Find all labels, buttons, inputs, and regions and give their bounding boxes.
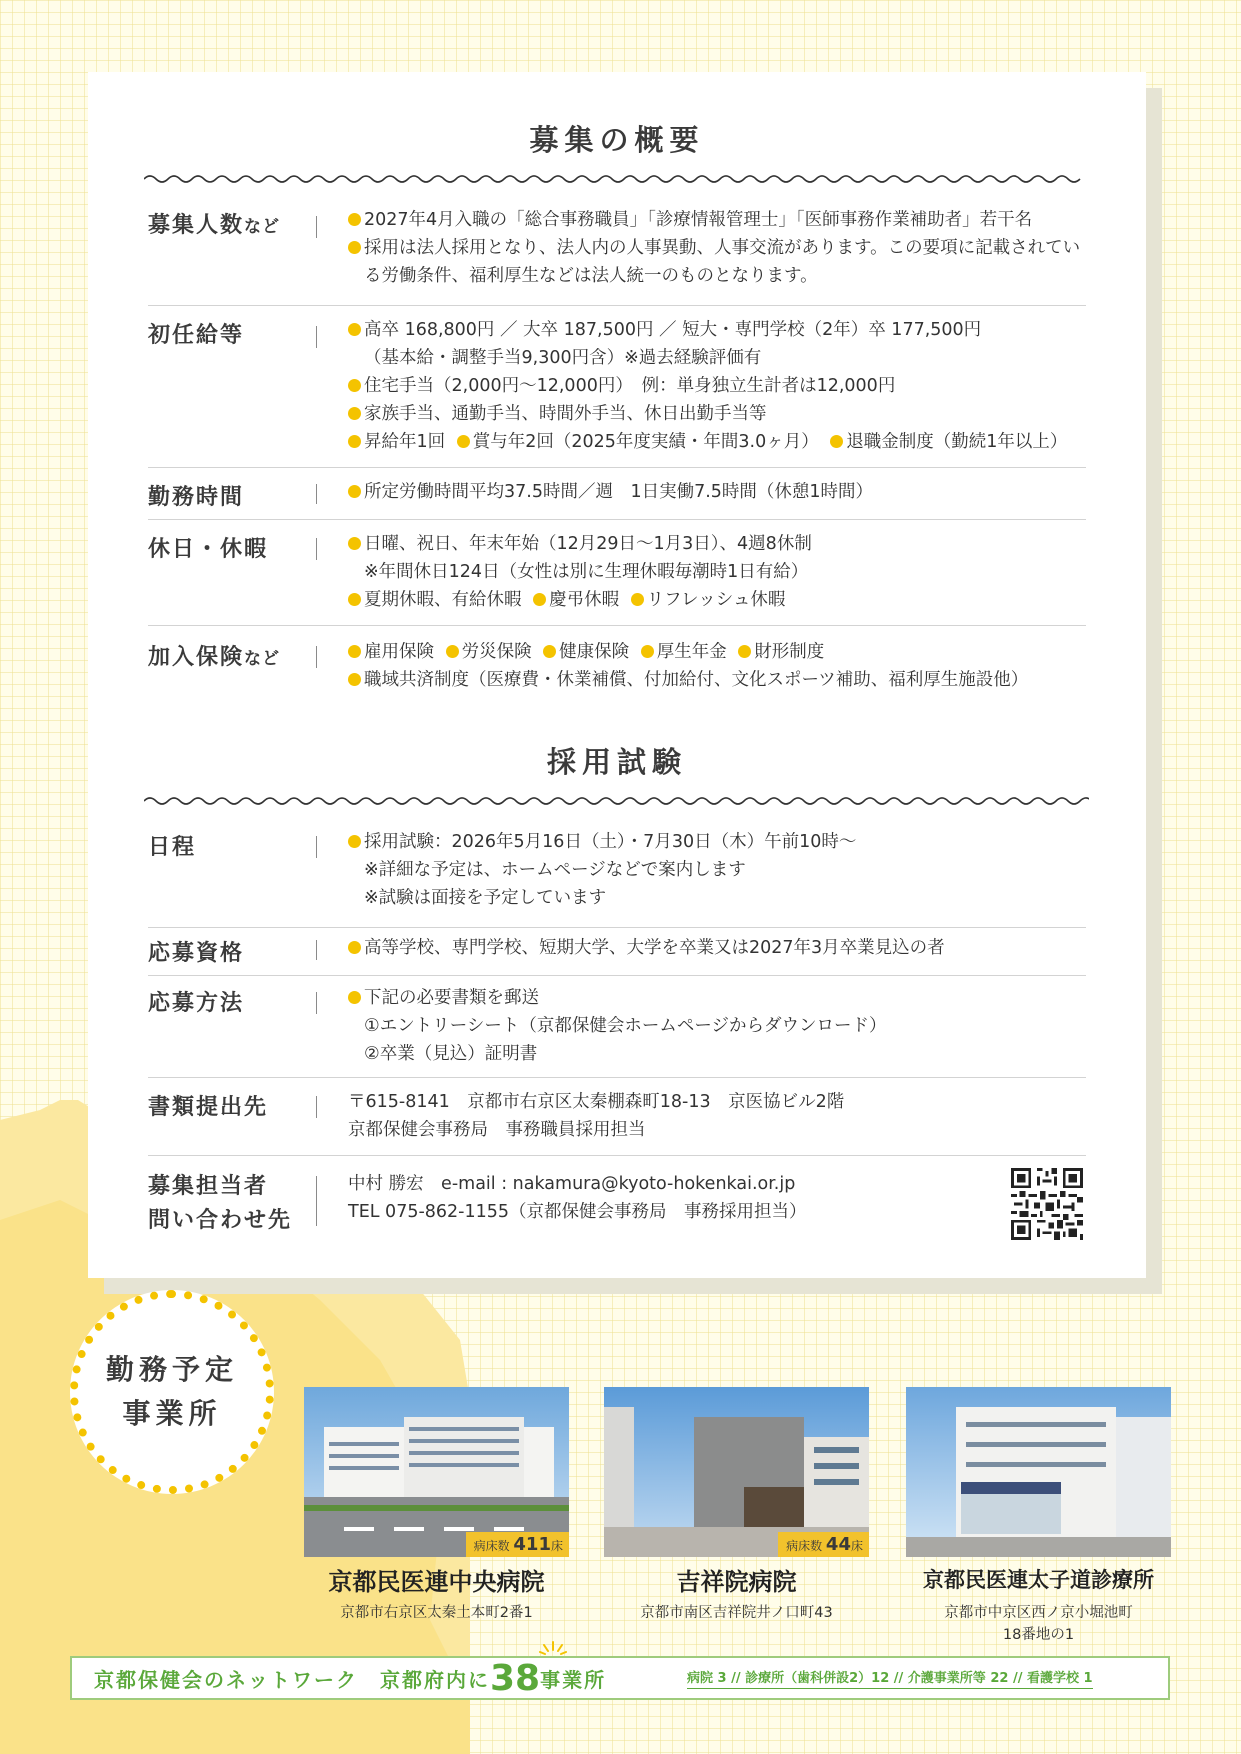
- bed-count-badge: 病床数 44床: [778, 1532, 869, 1557]
- separator: [316, 1096, 317, 1118]
- row-label: 初任給等: [148, 323, 245, 348]
- recruit-exam-title: 採用試験: [546, 745, 687, 779]
- row-label: 応募方法: [148, 991, 245, 1016]
- bullet-dot: [457, 435, 470, 448]
- row-holidays: 休日・休暇 日曜、祝日、年末年始（12月29日～1月3日）、4週8休制 ※年間休日124日（女性は別に生理休暇毎潮時1日有給） 夏期休暇、有給休暇 慶弔休暇 リフレッシュ休暇: [148, 530, 1086, 626]
- row-label: 応募資格: [148, 941, 245, 966]
- separator: [316, 1176, 317, 1226]
- bullet-dot: [348, 379, 361, 392]
- bullet-dot: [348, 323, 361, 336]
- row-insurance: 加入保険など 雇用保険 労災保険 健康保険 厚生年金 財形制度 職域共済制度（医療費・休業補償、付加給付、文化スポーツ補助、福利厚生施設他）: [148, 642, 1029, 690]
- facility-name: 京都民医連中央病院: [328, 1568, 545, 1596]
- row-submission-address: 書類提出先 〒615-8141 京都市右京区太秦棚森町18-13 京医協ビル2階 京都保健会事務局 事務職員採用担当: [148, 1088, 1086, 1156]
- separator: [316, 216, 317, 238]
- bullet-dot: [348, 537, 361, 550]
- bullet-dot: [631, 593, 644, 606]
- bullet-dot: [641, 645, 654, 658]
- separator: [316, 538, 317, 560]
- row-label: 休日・休暇: [148, 537, 269, 562]
- row-label: 募集担当者 問い合わせ先: [148, 1174, 293, 1233]
- separator: [316, 484, 317, 504]
- bullet-dot: [533, 593, 546, 606]
- network-details: 病院 3 // 診療所（歯科併設2）12 // 介護事業所等 22 // 看護学校 1: [687, 1669, 1093, 1689]
- bullet-dot: [348, 835, 361, 848]
- wavy-divider: [144, 172, 1089, 186]
- facility-photo-kisshoin-hospital: [604, 1387, 869, 1557]
- separator: [316, 836, 317, 858]
- row-working-hours: 勤務時間 所定労働時間平均37.5時間／週 1日実働7.5時間（休憩1時間）: [148, 478, 1086, 520]
- bullet-dot: [348, 241, 361, 254]
- row-label: 募集人数など: [148, 213, 281, 238]
- bullet-dot: [830, 435, 843, 448]
- row-label: 加入保険など: [148, 645, 281, 670]
- bullet-dot: [446, 645, 459, 658]
- row-eligibility: 応募資格 高等学校、専門学校、短期大学、大学を卒業又は2027年3月卒業見込の者: [148, 934, 1086, 976]
- row-label: 書類提出先: [148, 1095, 269, 1120]
- separator: [316, 940, 317, 960]
- facility-photo-central-hospital: [304, 1387, 569, 1557]
- row-recruit-count: 募集人数など 2027年4月入職の「総合事務職員」「診療情報管理士」「医師事務作業補助者」若干名 採用は法人採用となり、法人内の人事異動、人事交流があります。この要項に記載されてい る労働条件、福利厚生などは法人統一のものとなります。: [148, 206, 1086, 306]
- bullet-dot: [348, 213, 361, 226]
- facility-photo-taishimichi-clinic: [906, 1387, 1171, 1557]
- bullet-dot: [348, 673, 361, 686]
- row-label: 勤務時間: [148, 485, 245, 510]
- facility-name: 京都民医連太子道診療所: [923, 1568, 1154, 1592]
- row-contact: 募集担当者 問い合わせ先 中村 勝宏 e-mail : nakamura@kyoto-hokenkai.or.jp TEL 075-862-1155（京都保健会事務局 事務採用担当）: [148, 1166, 1086, 1246]
- network-summary: 京都保健会のネットワーク 京都府内に38事業所: [94, 1658, 607, 1699]
- bullet-dot: [348, 645, 361, 658]
- recruitment-panel: [88, 72, 1146, 1278]
- facility-address: 京都市右京区太秦土本町2番1: [340, 1605, 533, 1621]
- separator: [316, 992, 317, 1014]
- separator: [316, 646, 317, 668]
- facility-name: 吉祥院病院: [676, 1568, 797, 1596]
- row-schedule: 日程 採用試験：2026年5月16日（土）・7月30日（木）午前10時～ ※詳細な予定は、ホームページなどで案内します ※試験は面接を予定しています: [148, 828, 1086, 928]
- bullet-dot: [348, 435, 361, 448]
- bullet-dot: [348, 991, 361, 1004]
- row-label: 日程: [148, 835, 197, 860]
- bullet-dot: [738, 645, 751, 658]
- row-starting-salary: 初任給等 高卒 168,800円 ／ 大卒 187,500円 ／ 短大・専門学校（2年）卒 177,500円 （基本給・調整手当9,300円含）※過去経験評価有 住宅手当（2,000円～12,000円） 例：単身独立生計者は12,000円 家族手当、通勤手当、時間外手当、休日出勤手当等 昇給年1回 賞与年2回（2025年度実績・年間3.0ヶ月） 退職金制度（勤続1年以上）: [148, 316, 1086, 468]
- bed-count-badge: 病床数 411床: [466, 1532, 569, 1557]
- bullet-dot: [348, 485, 361, 498]
- bullet-dot: [348, 941, 361, 954]
- network-banner: [70, 1656, 1170, 1700]
- facility-address: 京都市中京区西ノ京小堀池町 18番地の1: [944, 1605, 1133, 1643]
- work-location-badge: 勤務予定 事業所: [70, 1290, 274, 1494]
- bullet-dot: [543, 645, 556, 658]
- recruit-overview-title: 募集の概要: [529, 123, 705, 157]
- qr-code-icon[interactable]: [1011, 1168, 1083, 1240]
- separator: [316, 326, 317, 348]
- wavy-divider: [144, 794, 1089, 808]
- bullet-dot: [348, 407, 361, 420]
- facility-address: 京都市南区吉祥院井ノ口町43: [640, 1605, 833, 1621]
- row-application-method: 応募方法 下記の必要書類を郵送 ①エントリーシート（京都保健会ホームページからダウンロード） ②卒業（見込）証明書: [148, 984, 1086, 1078]
- bullet-dot: [348, 593, 361, 606]
